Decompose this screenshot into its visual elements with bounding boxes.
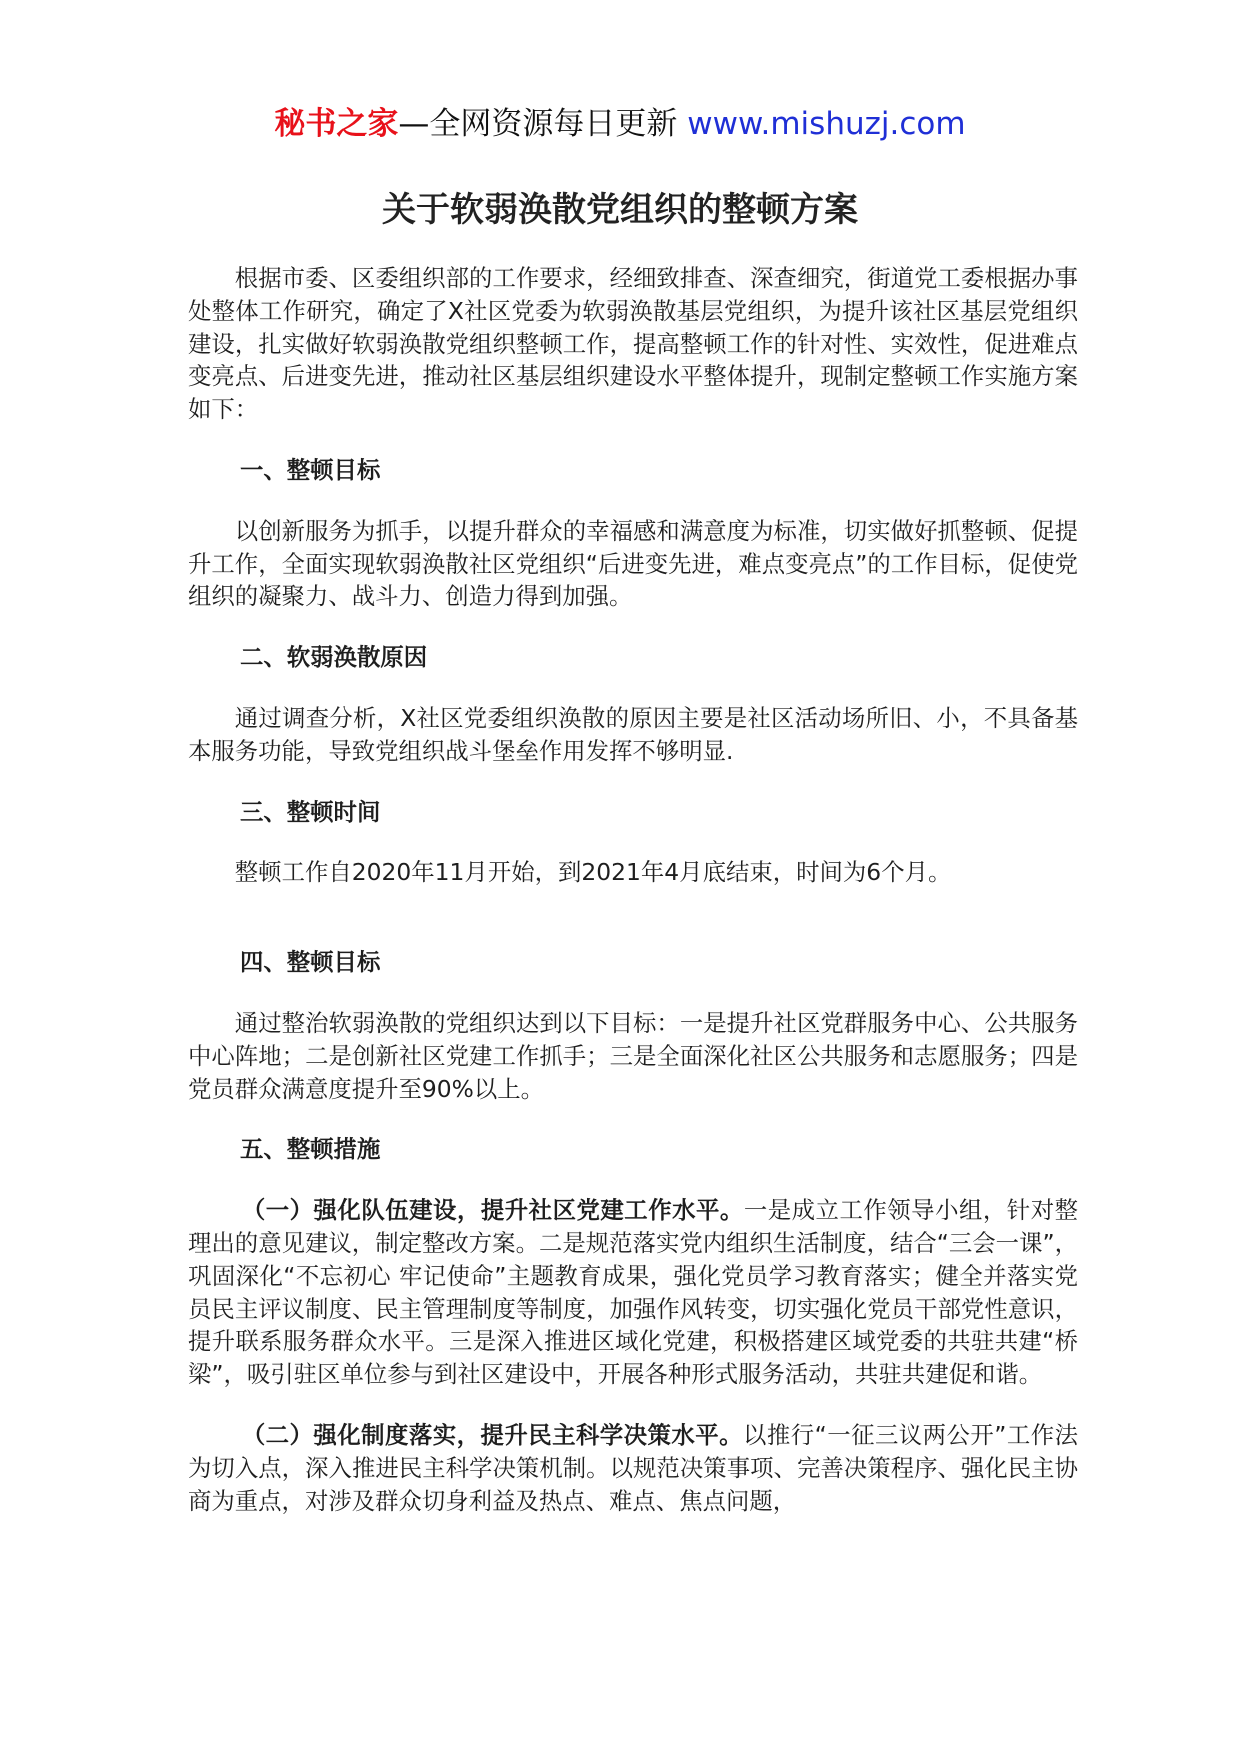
section-heading-5: 五、整顿措施: [240, 1135, 381, 1164]
section-heading-1: 一、整顿目标: [240, 455, 381, 484]
header-tagline: —全网资源每日更新: [398, 106, 678, 142]
section-paragraph-1: 以创新服务为抓手，以提升群众的幸福感和满意度为标准，切实做好抓整顿、促提升工作，全面实现软弱涣散社区党组织“后进变先进，难点变亮点”的工作目标，促使党组织的凝聚力、战斗力、创造力得到加强。: [188, 516, 1078, 611]
section-heading-4: 四、整顿目标: [240, 948, 381, 977]
measure-paragraph-1: [188, 1194, 1078, 1391]
intro-paragraph: 根据市委、区委组织部的工作要求，经细致排查、深查细究，街道党工委根据办事处整体工作研究，确定了X社区党委为软弱涣散基层党组织，为提升该社区基层党组织建设，扎实做好软弱涣散党组织整顿工作，提高整顿工作的针对性、实效性，促进难点变亮点、后进变先进，推动社区基层组织建设水平整体提升，现制定整顿工作实施方案如下：: [188, 264, 1078, 424]
document-title: 关于软弱涣散党组织的整顿方案: [382, 190, 858, 230]
section-paragraph-4: 通过整治软弱涣散的党组织达到以下目标：一是提升社区党群服务中心、公共服务中心阵地；二是创新社区党建工作抓手；三是全面深化社区公共服务和志愿服务；四是党员群众满意度提升至90%以上。: [188, 1008, 1078, 1103]
measure-lead-1: （一）强化队伍建设，提升社区党建工作水平。: [241, 1196, 744, 1225]
section-paragraph-3: 整顿工作自2020年11月开始，到2021年4月底结束，时间为6个月。: [234, 858, 952, 887]
measure-paragraph-2: [188, 1419, 1078, 1517]
brand-name: 秘书之家: [274, 106, 399, 142]
measure-text-2: 以推行“一征三议两公开”工作法为切入点，深入推进民主科学决策机制。以规范决策事项、完善决策程序、强化民主协商为重点，对涉及群众切身利益及热点、难点、焦点问题，: [188, 1420, 1078, 1515]
measure-lead-2: （二）强化制度落实，提升民主科学决策水平。: [241, 1420, 744, 1449]
document-body: [188, 262, 1078, 1517]
section-paragraph-2: 通过调查分析，X社区党委组织涣散的原因主要是社区活动场所旧、小，不具备基本服务功能，导致党组织战斗堡垒作用发挥不够明显.: [188, 703, 1078, 765]
section-heading-2: 二、软弱涣散原因: [240, 643, 428, 672]
site-url-link[interactable]: www.mishuzj.com: [687, 106, 966, 142]
measure-text-1: 一是成立工作领导小组，针对整理出的意见建议，制定整改方案。二是规范落实党内组织生活制度，结合“三会一课”，巩固深化“不忘初心 牢记使命”主题教育成果，强化党员学习教育落实；健全并落实党员民主评议制度、民主管理制度等制度，加强作风转变，切实强化党员干部党性意识，提升联系服务群众水平。三是深入推进区域化党建，积极搭建区域党委的共驻共建“桥梁”，吸引驻区单位参与到社区建设中，开展各种形式服务活动，共驻共建促和谐。: [188, 1196, 1079, 1389]
site-header: [0, 100, 1240, 148]
section-heading-3: 三、整顿时间: [240, 797, 381, 826]
